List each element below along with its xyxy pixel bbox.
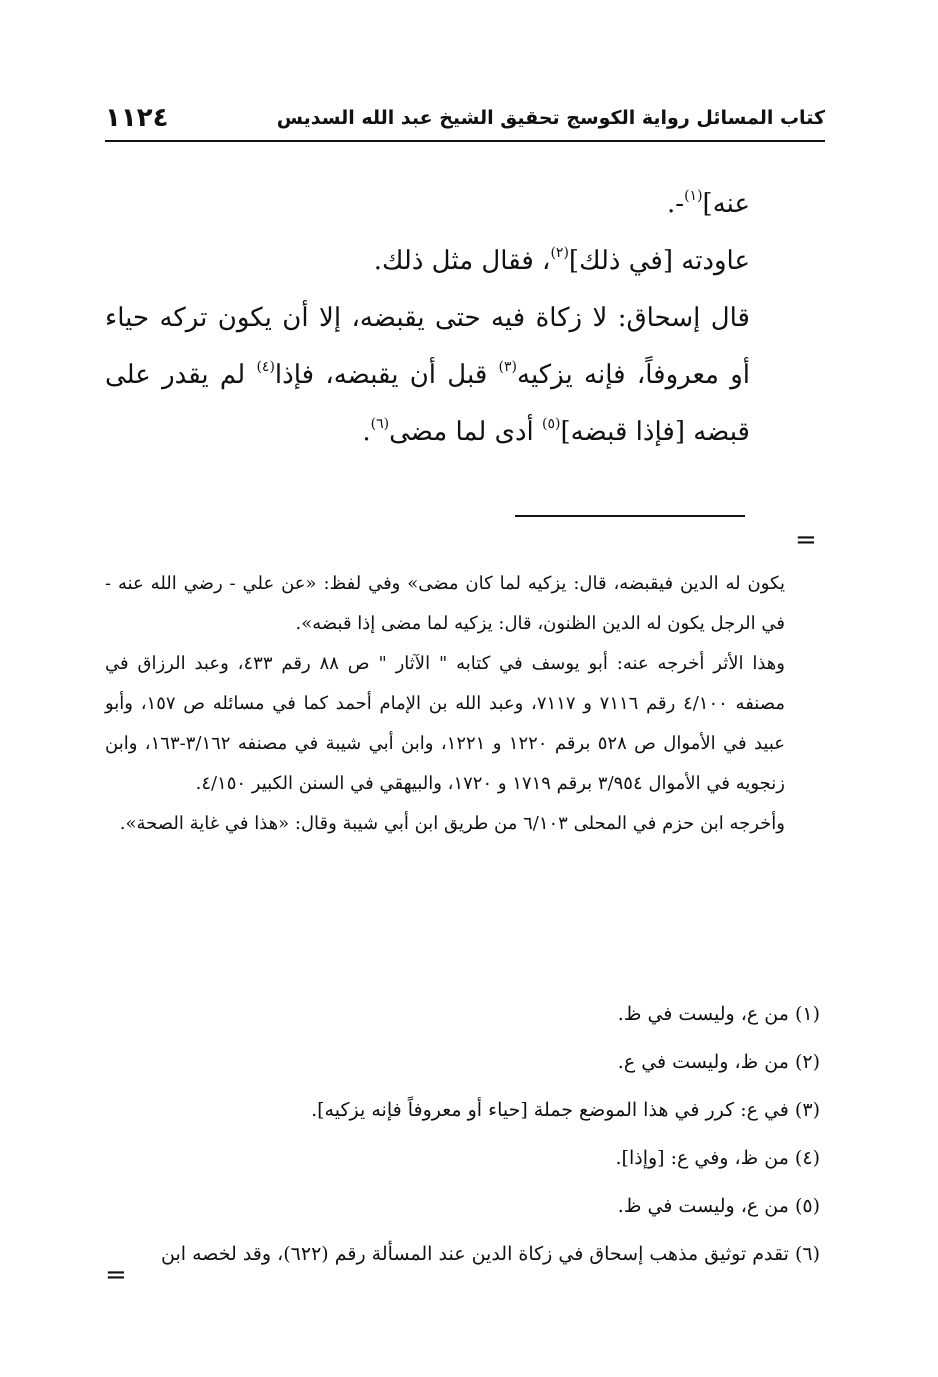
main-line-2 xyxy=(105,233,750,290)
footnote-ref-4: (٤) xyxy=(256,359,275,375)
note-paragraph-3: وأخرجه ابن حزم في المحلى ٦/١٠٣ من طريق ابن أبي شيبة وقال: «هذا في غاية الصحة». xyxy=(119,813,785,834)
footnote-5: (٥) من ع، وليست في ظ. xyxy=(617,1195,820,1217)
footnote-ref-2: (٢) xyxy=(550,245,569,261)
page-number: ١١٢٤ xyxy=(105,103,169,133)
footnote-4: (٤) من ظ، وفي ع: [وإذا]. xyxy=(615,1147,820,1169)
continued-footnote xyxy=(105,564,785,844)
main-line-1-end: -. xyxy=(667,189,685,219)
main-para-c: لم يقدر على قبضه [فإذا قبضه] xyxy=(105,360,750,447)
continuation-mark-bottom: = xyxy=(105,1260,127,1290)
book-title: كتاب المسائل رواية الكوسج تحقيق الشيخ عبد الله السديس xyxy=(276,107,825,129)
footnote-3: (٣) في ع: كرر في هذا الموضع جملة [حياء أو معروفاً فإنه يزكيه]. xyxy=(311,1099,820,1121)
footnote-ref-6: (٦) xyxy=(370,416,390,432)
footnote-1: (١) من ع، وليست في ظ. xyxy=(617,1003,820,1025)
footnote-ref-3: (٣) xyxy=(498,359,518,375)
main-line-2-text-a: عاودته [في ذلك] xyxy=(568,246,750,276)
footnote-2: (٢) من ظ، وليست في ع. xyxy=(617,1051,820,1073)
note-paragraph-2: وهذا الأثر أخرجه عنه: أبو يوسف في كتابه " الآثار " ص ٨٨ رقم ٤٣٣، وعبد الرزاق في مصنفه ٤/١٠٠ رقم ٧١١٦ و ٧١١٧، وعبد الله بن الإمام أحمد كما في مسائله ص ١٥٧، وأبو عبيد في الأموال ص ٥٢٨ برقم ١٢٢٠ و ١٢٢١، وابن أبي شيبة في مصنفه ٣/١٦٢-١٦٣، وابن زنجويه في الأموال ٣/٩٥٤ برقم ١٧١٩ و ١٧٢٠، والبيهقي في السنن الكبير ٤/١٥٠. xyxy=(105,653,786,794)
footnote-separator xyxy=(515,515,745,517)
main-line-1-text: عنه] xyxy=(702,189,750,219)
footnote-ref-1: (١) xyxy=(684,188,703,204)
continuation-mark-top: = xyxy=(795,525,817,555)
note-paragraph-1: يكون له الدين فيقبضه، قال: يزكيه لما كان مضى» وفي لفظ: «عن علي - رضي الله عنه - في الرجل يكون له الدين الظنون، قال: يزكيه لما مضى إذا قبضه». xyxy=(105,573,785,634)
main-para-end: . xyxy=(362,417,371,447)
footnotes-list xyxy=(105,990,820,1278)
main-line-2-text-b: ، فقال مثل ذلك. xyxy=(373,246,551,276)
main-line-1 xyxy=(105,176,750,233)
main-para-a: قال إسحاق: لا زكاة فيه حتى يقبضه، إلا أن يكون تركه حياء أو معروفاً، فإنه يزكيه xyxy=(105,303,750,390)
running-header xyxy=(105,96,825,142)
footnote-6: (٦) تقدم توثيق مذهب إسحاق في زكاة الدين عند المسألة رقم (٦٢٢)، وقد لخصه ابن xyxy=(161,1243,820,1265)
main-para-b: قبل أن يقبضه، فإذا xyxy=(274,360,499,390)
main-paragraph-ishaq xyxy=(105,290,750,461)
main-text xyxy=(105,176,750,461)
main-para-d: أدى لما مضى xyxy=(389,417,543,447)
footnote-ref-5: (٥) xyxy=(542,416,561,432)
